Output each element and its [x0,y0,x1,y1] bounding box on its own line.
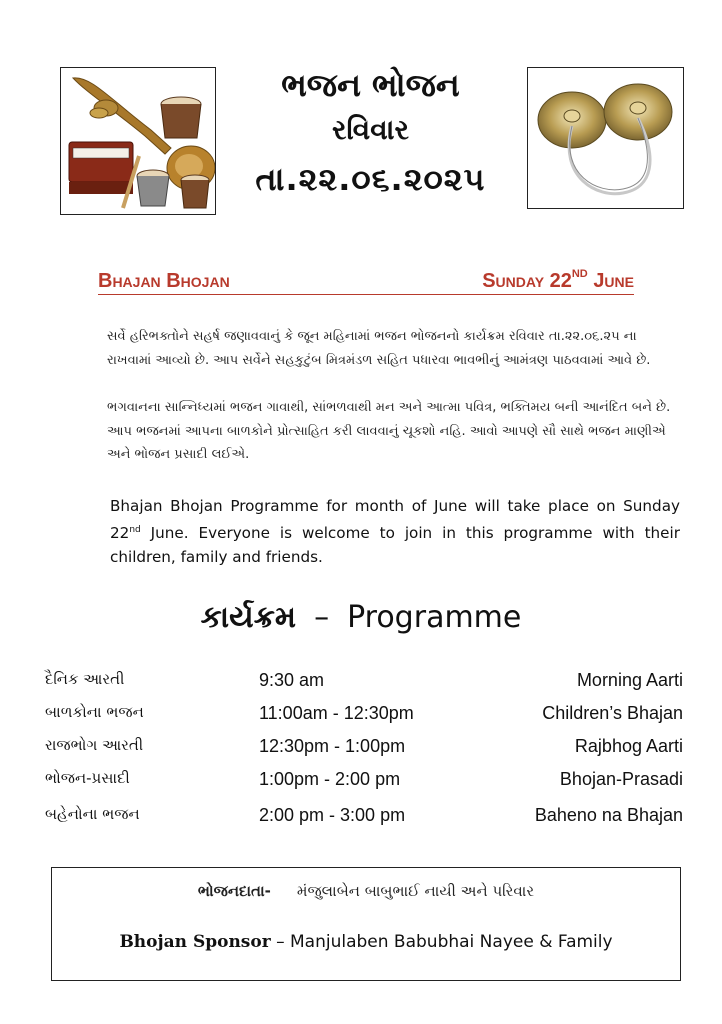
programme-row-gujarati: દૈનિક આરતી [45,670,125,688]
musical-instruments-icon [61,68,215,214]
cymbals-image [527,67,684,209]
programme-row-time: 1:00pm - 2:00 pm [259,769,401,789]
sponsor-gujarati [52,882,680,900]
programme-title-dash: – [314,600,330,635]
english-heading [98,268,634,296]
programme-row-gujarati: બહેનોના ભજન [45,805,140,823]
programme-row-gujarati: બાળકોના ભજન [45,703,144,721]
programme-row [45,670,683,700]
programme-row-time: 11:00am - 12:30pm [259,703,414,723]
programme-row-gujarati: રાજભોગ આરતી [45,736,144,754]
heading-date-suffix-sup: ND [571,268,588,280]
sponsor-name-gujarati: મંજુલાબેન બાબુભાઈ નાયી અને પરિવાર [296,882,535,900]
programme-row [45,703,683,733]
heading-bhajan-bhojan: Bhajan Bhojan [98,270,230,292]
heading-underline [98,294,634,295]
programme-row [45,736,683,766]
programme-title-english: Programme [347,600,522,635]
cymbals-icon [528,68,683,208]
sponsor-dash: – [276,932,285,952]
english-paragraph [35,494,680,569]
event-date-gujarati: તા.૨૨.૦૬.૨૦૨૫ [255,160,486,198]
programme-row-time: 12:30pm - 1:00pm [259,736,406,756]
programme-row-english: Rajbhog Aarti [574,736,683,756]
english-paragraph-sup: nd [129,525,141,535]
programme-row-english: Bhojan-Prasadi [559,769,683,789]
gujarati-paragraph-1-text: સર્વે હરિભક્તોને સહર્ષ જણાવવાનું કે જૂન મહિનામાં ભજન ભોજનનો કાર્યક્રમ રવિવાર તા.૨૨.૦૬.૨૫ ના રાખવામાં આવ્યો છે. આપ સર્વેને સહકુટુંબ મિત્રમંડળ સહિત પધારવા ભાવભીનું આમંત્રણ પાઠવવામાં આવે છે. [107,329,651,368]
heading-date-month: June [593,270,634,292]
english-paragraph-text [35,494,680,569]
event-title-gujarati: ભજન ભોજન [281,66,460,104]
programme-row-gujarati: ભોજન-પ્રસાદી [45,769,130,787]
sponsor-box [51,867,681,981]
programme-row-english: Baheno na Bhajan [534,805,683,825]
sponsor-english [52,932,680,952]
gujarati-paragraph-1 [35,325,680,372]
sponsor-label-gujarati: ભોજનદાતા- [197,882,271,900]
gujarati-paragraph-2-text: ભગવાનના સાન્નિધ્યમાં ભજન ગાવાથી, સાંભળવાથી મન અને આત્મા પવિત્ર, ભક્તિમય બની આનંદિત બને છે. આપ ભજનમાં આપના બાળકોને પ્રોત્સાહિત કરી લાવવાનું ચૂકશો નહિ. આવો આપણે સૌ સાથે ભજન માણીએ અને ભોજન પ્રસાદી લઈએ. [107,400,671,462]
programme-title-gujarati: કાર્યક્રમ [200,600,297,635]
programme-row-time: 2:00 pm - 3:00 pm [259,805,406,825]
sponsor-label-english: Bhojan Sponsor [119,932,271,952]
programme-row [45,805,683,835]
programme-row-english: Children’s Bhajan [542,703,683,723]
english-paragraph-start: Bhajan Bhojan Programme for month of June will take place on Sunday 22 [110,497,680,543]
gujarati-paragraph-2 [35,396,680,467]
musical-instruments-image [60,67,216,215]
sponsor-name-english: Manjulaben Babubhai Nayee & Family [290,932,613,952]
programme-row-english: Morning Aarti [576,670,683,690]
programme-title [0,600,722,635]
english-paragraph-end: June. Everyone is welcome to join in this programme with their children, family and friends. [110,524,680,567]
heading-date-prefix: Sunday 22 [482,270,572,292]
programme-row [45,769,683,799]
event-day-gujarati: રવિવાર [331,113,410,146]
programme-row-time: 9:30 am [259,670,325,690]
heading-date [482,270,634,293]
